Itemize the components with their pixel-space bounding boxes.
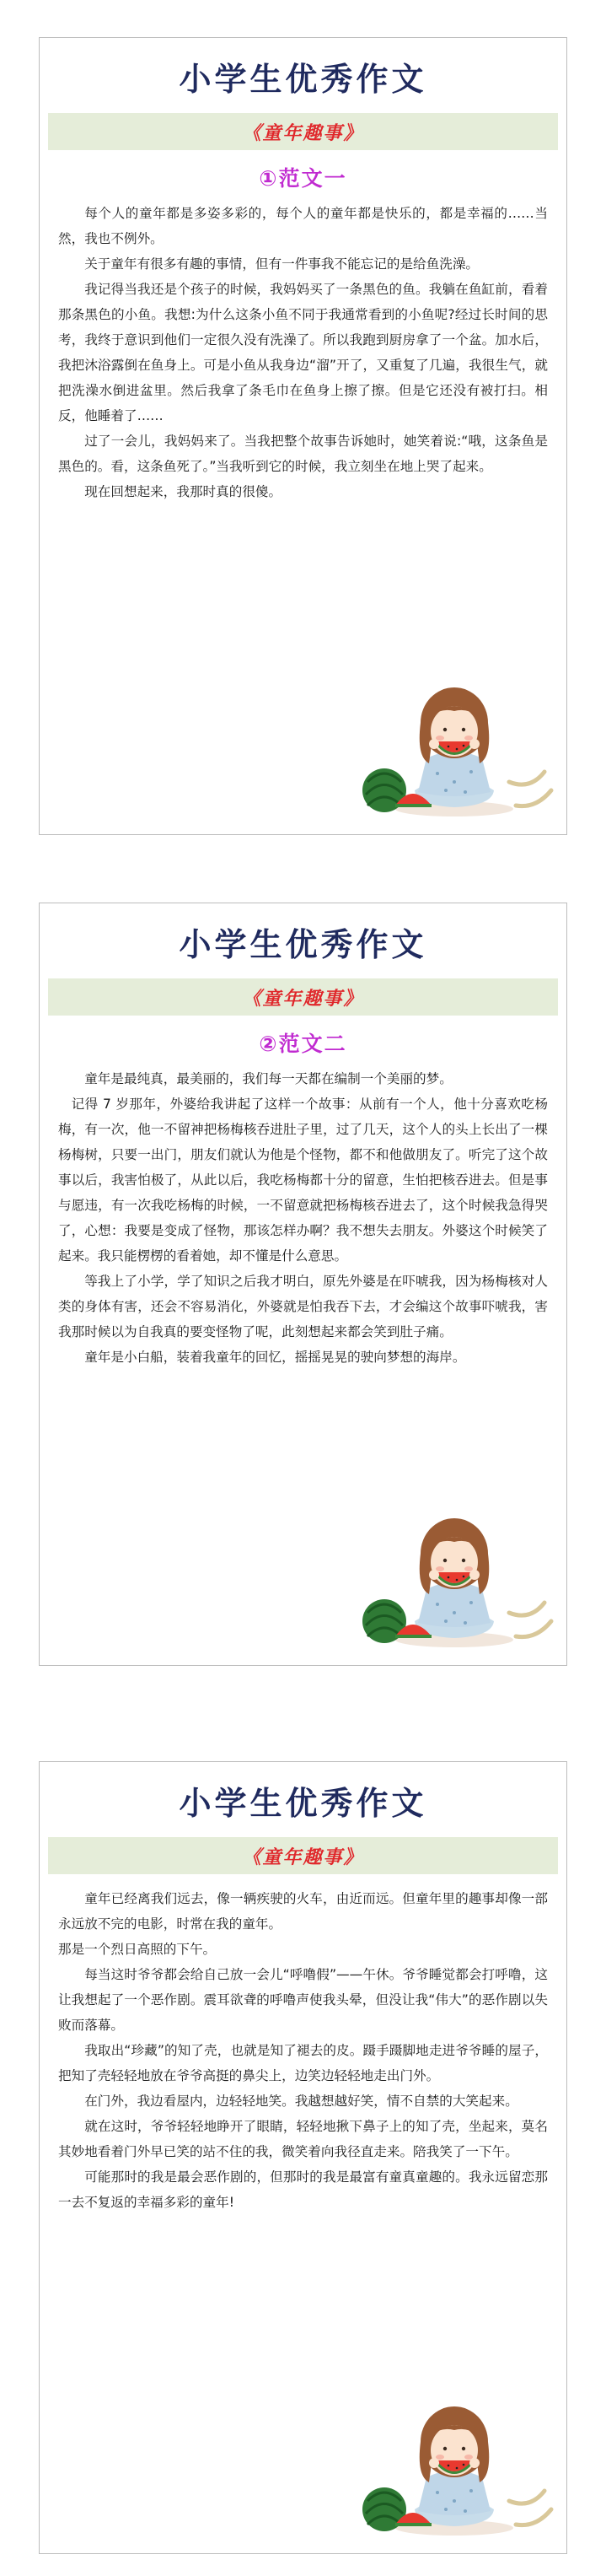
paragraph: 等我上了小学，学了知识之后我才明白，原先外婆是在吓唬我，因为杨梅核对人类的身体有害，还会不容易消化，外婆就是怕我吞下去，才会编这个故事吓唬我，害我那时候以为自我真的要变怪物了呢，此刻想起来都会笑到肚子痛。 xyxy=(58,1274,548,1339)
paragraph: 每个人的童年都是多姿多彩的，每个人的童年都是快乐的，都是幸福的……当然，我也不例外。 xyxy=(58,206,548,246)
essay-body xyxy=(58,1066,548,1370)
paragraph: 童年是最纯真，最美丽的，我们每一天都在编制一个美丽的梦。 xyxy=(84,1071,453,1086)
essay-card-1 xyxy=(39,37,567,835)
card-title: 小学生优秀作文 xyxy=(179,926,427,963)
essay-body xyxy=(58,1886,548,2215)
card-title: 小学生优秀作文 xyxy=(179,1785,427,1822)
essay-heading-band: 《童年趣事》 xyxy=(48,978,558,1016)
paragraph: 我记得当我还是个孩子的时候，我妈妈买了一条黑色的鱼。我躺在鱼缸前，看着那条黑色的小鱼。我想:为什么这条小鱼不同于我通常看到的小鱼呢?经过长时间的思考，我终于意识到他们一定很久没有洗澡了。所以我跑到厨房拿了一个盆。加水后，我把沐浴露倒在鱼身上。可是小鱼从我身边“溜”开了，又重复了几遍，我很生气，就把洗澡水倒进盆里。然后我拿了条毛巾在鱼身上擦了擦。但是它还没有被打扫。相反，他睡着了…… xyxy=(58,282,548,423)
paragraph: 可能那时的我是最会恶作剧的，但那时的我是最富有童真童趣的。我永远留恋那一去不复返的幸福多彩的童年! xyxy=(58,2169,548,2210)
essay-card-3 xyxy=(39,1761,567,2554)
paragraph: 那是一个烈日高照的下午。 xyxy=(58,1942,217,1957)
essay-card-2 xyxy=(39,903,567,1666)
paragraph: 每当这时爷爷都会给自己放一会儿“呼噜假”——午休。爷爷睡觉都会打呼噜，这让我想起了一个恶作剧。震耳欲聋的呼噜声使我头晕，但没让我“伟大”的恶作剧以失败而落幕。 xyxy=(58,1967,548,2033)
essay-heading-band: 《童年趣事》 xyxy=(48,1837,558,1874)
paragraph: 过了一会儿，我妈妈来了。当我把整个故事告诉她时，她笑着说:“哦，这条鱼是黑色的。看，这条鱼死了。”当我听到它的时候，我立刻坐在地上哭了起来。 xyxy=(58,434,548,474)
essay-subtitle: ①范文一 xyxy=(259,166,347,191)
paragraph: 童年是小白船，装着我童年的回忆，摇摇晃晃的驶向梦想的海岸。 xyxy=(84,1350,466,1365)
paragraph: 记得 7 岁那年，外婆给我讲起了这样一个故事：从前有一个人，他十分喜欢吃杨梅，有一次，他一不留神把杨梅核吞进肚子里，过了几天，这个人的头上长出了一棵杨梅树，只要一出门，朋友们就认为他是个怪物，都不和他做朋友了。听完了这个故事以后，我害怕极了，从此以后，我吃杨梅都十分的留意，生怕把核吞进去。但是事与愿违，有一次我吃杨梅的时候，一不留意就把杨梅核吞进去了，这个时候我急得哭了，心想：我要是变成了怪物，那该怎样办啊？我不想失去朋友。外婆这个时候笑了起来。我只能楞楞的看着她，却不懂是什么意思。 xyxy=(58,1097,548,1264)
paragraph: 我取出“珍藏”的知了壳，也就是知了褪去的皮。蹑手蹑脚地走进爷爷睡的屋子，把知了壳轻轻地放在爷爷高挺的鼻尖上，边笑边轻轻地走出门外。 xyxy=(58,2043,548,2083)
card-title: 小学生优秀作文 xyxy=(179,61,427,98)
paragraph: 现在回想起来，我那时真的很傻。 xyxy=(84,484,282,499)
girl-eating-watermelon-icon xyxy=(349,664,560,824)
paragraph: 童年已经离我们远去，像一辆疾驶的火车，由近而远。但童年里的趣事却像一部永远放不完的电影，时常在我的童年。 xyxy=(58,1891,548,1932)
essay-body xyxy=(58,201,548,504)
girl-eating-watermelon-icon xyxy=(349,2383,560,2543)
paragraph: 关于童年有很多有趣的事情，但有一件事我不能忘记的是给鱼洗澡。 xyxy=(84,256,480,272)
essay-subtitle: ②范文二 xyxy=(259,1032,347,1056)
essay-heading-band: 《童年趣事》 xyxy=(48,113,558,150)
paragraph: 在门外，我边看屋内，边轻轻地笑。我越想越好笑，情不自禁的大笑起来。 xyxy=(84,2094,518,2109)
paragraph: 就在这时，爷爷轻轻地睁开了眼睛，轻轻地揪下鼻子上的知了壳，坐起来，莫名其妙地看着门外早已笑的站不住的我，微笑着向我径直走来。陪我笑了一下午。 xyxy=(58,2119,548,2159)
girl-eating-watermelon-icon xyxy=(349,1495,560,1655)
